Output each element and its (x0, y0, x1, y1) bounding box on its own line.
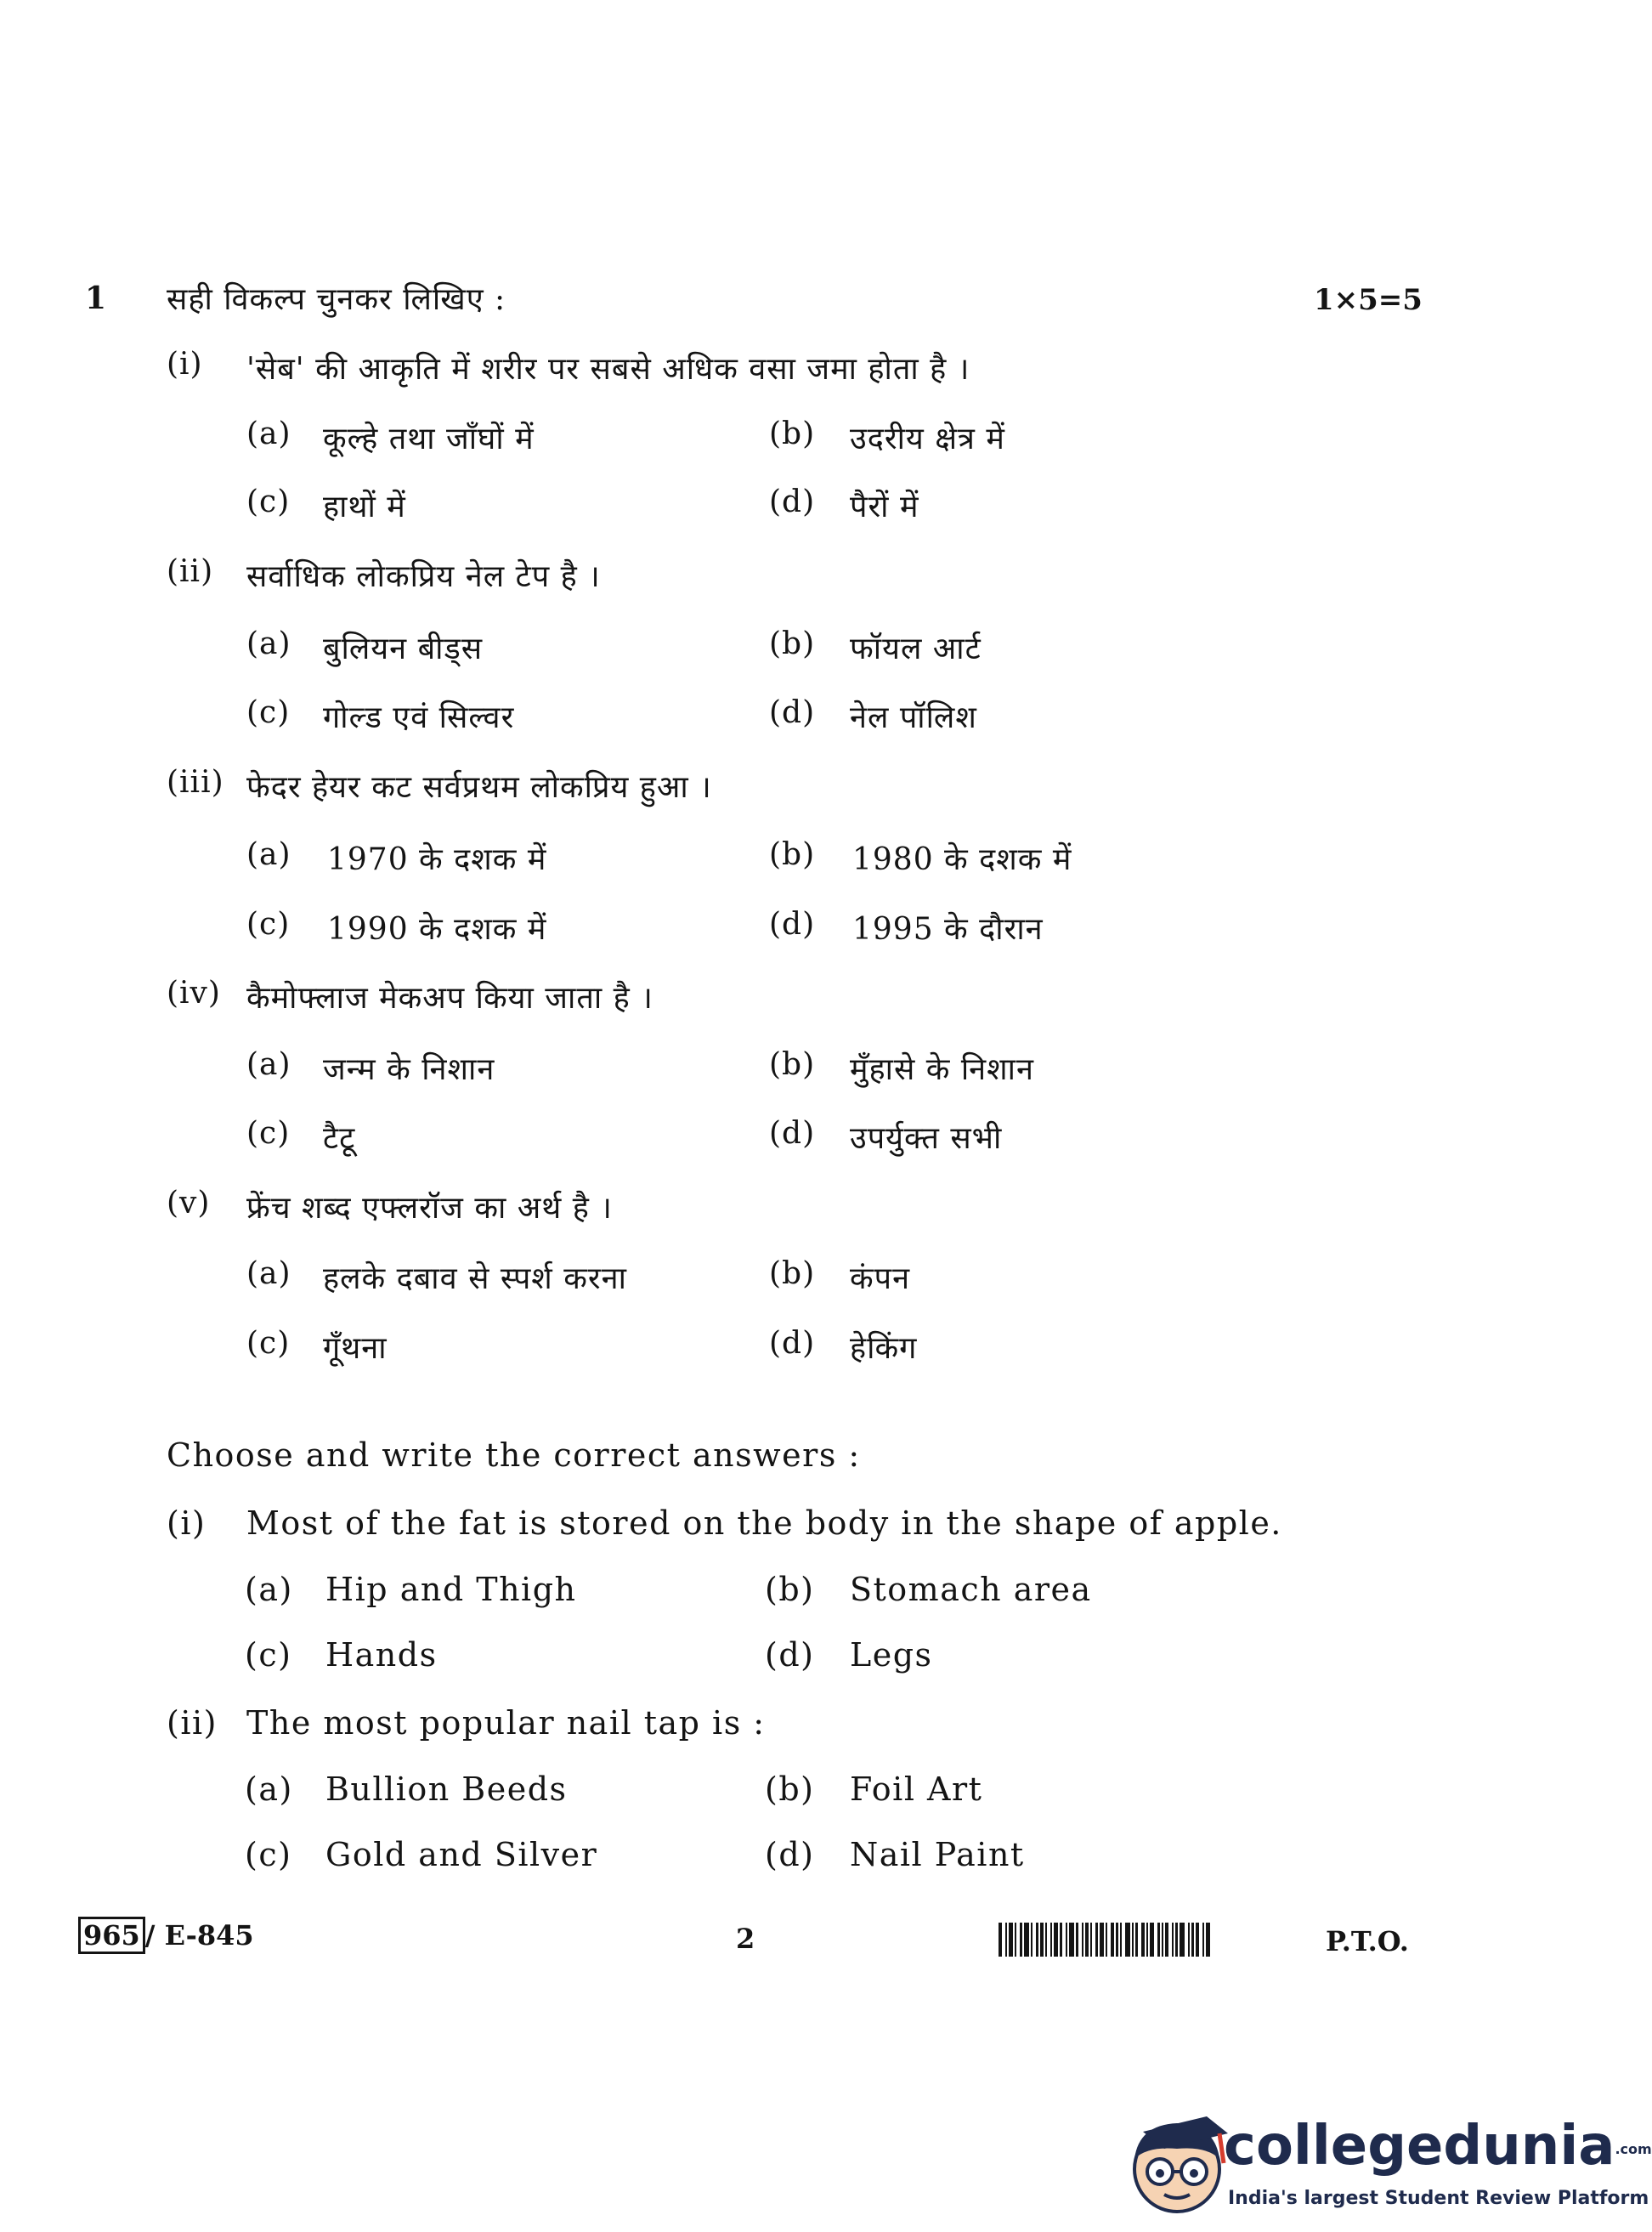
option-text: कूल्हे तथा जाँघों में (323, 422, 535, 456)
option-text: Hip and Thigh (325, 1571, 577, 1608)
item-text: Most of the fat is stored on the body in the shape of apple. (246, 1504, 1282, 1542)
item-number: (ii) (167, 554, 214, 589)
barcode-stripe (1024, 1923, 1029, 1957)
barcode-stripe (1009, 1923, 1013, 1957)
barcode-stripe (1106, 1923, 1107, 1957)
option-label: (d) (765, 1636, 815, 1674)
barcode-stripe (1020, 1923, 1022, 1957)
collegedunia-mascot-logo (1113, 2099, 1241, 2227)
english-instruction: Choose and write the correct answers : (167, 1436, 861, 1474)
option-text: टैटू (323, 1121, 356, 1156)
barcode-stripe (999, 1923, 1002, 1957)
option-text: नेल पॉलिश (850, 700, 977, 735)
option-text: Stomach area (850, 1571, 1092, 1608)
barcode-stripe (1172, 1923, 1174, 1957)
option-label: (d) (769, 907, 816, 942)
barcode-stripe (1206, 1923, 1210, 1957)
option-label: (d) (769, 484, 816, 519)
barcode-stripe (1069, 1923, 1074, 1957)
option-text: जन्म के निशान (323, 1052, 495, 1087)
pto-label: P.T.O. (1326, 1925, 1409, 1957)
item-text: The most popular nail tap is : (246, 1704, 766, 1742)
question-number: 1 (85, 280, 107, 316)
option-label: (d) (765, 1836, 815, 1873)
barcode-stripe (1090, 1923, 1092, 1957)
barcode-stripe (1175, 1923, 1178, 1957)
barcode-stripe (1111, 1923, 1114, 1957)
item-text: सर्वाधिक लोकप्रिय नेल टेप है । (246, 559, 601, 594)
option-label: (b) (765, 1770, 815, 1808)
barcode-stripe (1120, 1923, 1122, 1957)
barcode-stripe (1095, 1923, 1098, 1957)
option-label: (c) (246, 695, 291, 730)
barcode-stripe (1150, 1923, 1154, 1957)
barcode-stripe (1132, 1923, 1134, 1957)
option-text: हाथों में (323, 490, 406, 524)
option-label: (c) (246, 907, 291, 942)
option-label: (c) (246, 1326, 291, 1361)
item-number: (i) (167, 347, 203, 382)
option-label: (a) (245, 1770, 293, 1808)
paper-code (78, 1919, 254, 1952)
option-label: (b) (769, 626, 816, 661)
barcode-stripe (1076, 1923, 1078, 1957)
barcode-stripe (1100, 1923, 1104, 1957)
item-text: कैमोफ्लाज मेकअप किया जाता है । (246, 981, 653, 1016)
option-label: (a) (246, 626, 291, 661)
option-text: Gold and Silver (325, 1836, 598, 1873)
option-label: (b) (769, 1047, 816, 1082)
barcode (999, 1923, 1212, 1957)
barcode-stripe (1005, 1923, 1007, 1957)
item-text: फ्रेंच शब्द एफ्लरॉज का अर्थ है । (246, 1191, 613, 1226)
option-label: (a) (246, 1256, 291, 1291)
option-text: Nail Paint (850, 1836, 1025, 1873)
option-label: (b) (769, 837, 816, 872)
option-text: 1990 के दशक में (327, 912, 547, 947)
option-text: उदरीय क्षेत्र में (850, 422, 1005, 456)
collegedunia-brand (1224, 2115, 1652, 2178)
option-label: (d) (769, 695, 816, 730)
barcode-stripe (1015, 1923, 1016, 1957)
question-instruction-hindi: सही विकल्प चुनकर लिखिए : (167, 282, 506, 317)
page-number: 2 (736, 1923, 755, 1955)
item-number: (v) (167, 1186, 211, 1221)
option-text: Legs (850, 1636, 933, 1674)
barcode-stripe (1180, 1923, 1185, 1957)
barcode-stripe (1135, 1923, 1138, 1957)
option-label: (b) (769, 416, 816, 451)
barcode-stripe (1031, 1923, 1032, 1957)
barcode-stripe (1085, 1923, 1089, 1957)
barcode-stripe (1050, 1923, 1052, 1957)
option-text: गोल्ड एवं सिल्वर (323, 700, 515, 735)
barcode-stripe (1162, 1923, 1163, 1957)
barcode-stripe (1157, 1923, 1160, 1957)
option-label: (a) (246, 416, 291, 451)
option-label: (a) (246, 1047, 291, 1082)
option-text: Bullion Beeds (325, 1770, 568, 1808)
collegedunia-tagline: India's largest Student Review Platform (1228, 2188, 1649, 2209)
option-text: गूँथना (323, 1331, 388, 1366)
barcode-stripe (1141, 1923, 1145, 1957)
item-number: (iv) (167, 976, 221, 1011)
barcode-stripe (1040, 1923, 1044, 1957)
option-text: 1995 के दौरान (852, 912, 1044, 947)
brand-name: collegedunia (1224, 2115, 1615, 2178)
option-label: (c) (246, 484, 291, 519)
option-label: (a) (246, 837, 291, 872)
barcode-stripe (1036, 1923, 1038, 1957)
option-text: 1980 के दशक में (852, 842, 1072, 877)
barcode-stripe (1146, 1923, 1148, 1957)
option-text: मुँहासे के निशान (850, 1052, 1034, 1087)
option-label: (d) (769, 1326, 816, 1361)
barcode-stripe (1082, 1923, 1083, 1957)
option-text: हेकिंग (850, 1331, 918, 1366)
item-text: फेदर हेयर कट सर्वप्रथम लोकप्रिय हुआ । (246, 770, 712, 805)
barcode-stripe (1054, 1923, 1058, 1957)
option-text: उपर्युक्त सभी (850, 1121, 1003, 1156)
option-text: कंपन (850, 1261, 911, 1296)
barcode-stripe (1196, 1923, 1199, 1957)
barcode-stripe (1066, 1923, 1067, 1957)
barcode-stripe (1116, 1923, 1118, 1957)
option-label: (b) (765, 1571, 815, 1608)
paper-code-box: 965 (78, 1917, 145, 1954)
barcode-stripe (1125, 1923, 1130, 1957)
option-text: पैरों में (850, 490, 919, 524)
item-number: (ii) (167, 1704, 218, 1742)
option-text: Foil Art (850, 1770, 983, 1808)
item-text: 'सेब' की आकृति में शरीर पर सबसे अधिक वसा जमा होता है । (246, 352, 970, 387)
option-label: (c) (245, 1636, 292, 1674)
option-label: (c) (246, 1116, 291, 1151)
option-text: बुलियन बीड्स (323, 632, 484, 666)
question-marks: 1×5=5 (1314, 283, 1423, 317)
option-label: (c) (245, 1836, 292, 1873)
option-label: (a) (245, 1571, 293, 1608)
barcode-stripe (1045, 1923, 1047, 1957)
item-number: (iii) (167, 765, 224, 800)
paper-number: / E-845 (144, 1919, 254, 1952)
brand-suffix: .com (1615, 2140, 1652, 2157)
option-label: (b) (769, 1256, 816, 1291)
option-text: 1970 के दशक में (327, 842, 547, 877)
option-text: फॉयल आर्ट (850, 632, 982, 666)
barcode-stripe (1191, 1923, 1194, 1957)
option-label: (d) (769, 1116, 816, 1151)
barcode-stripe (1060, 1923, 1062, 1957)
item-number: (i) (167, 1504, 206, 1542)
option-text: Hands (325, 1636, 438, 1674)
option-text: हलके दबाव से स्पर्श करना (323, 1261, 627, 1296)
barcode-stripe (1202, 1923, 1204, 1957)
barcode-stripe (1165, 1923, 1168, 1957)
barcode-stripe (1188, 1923, 1190, 1957)
